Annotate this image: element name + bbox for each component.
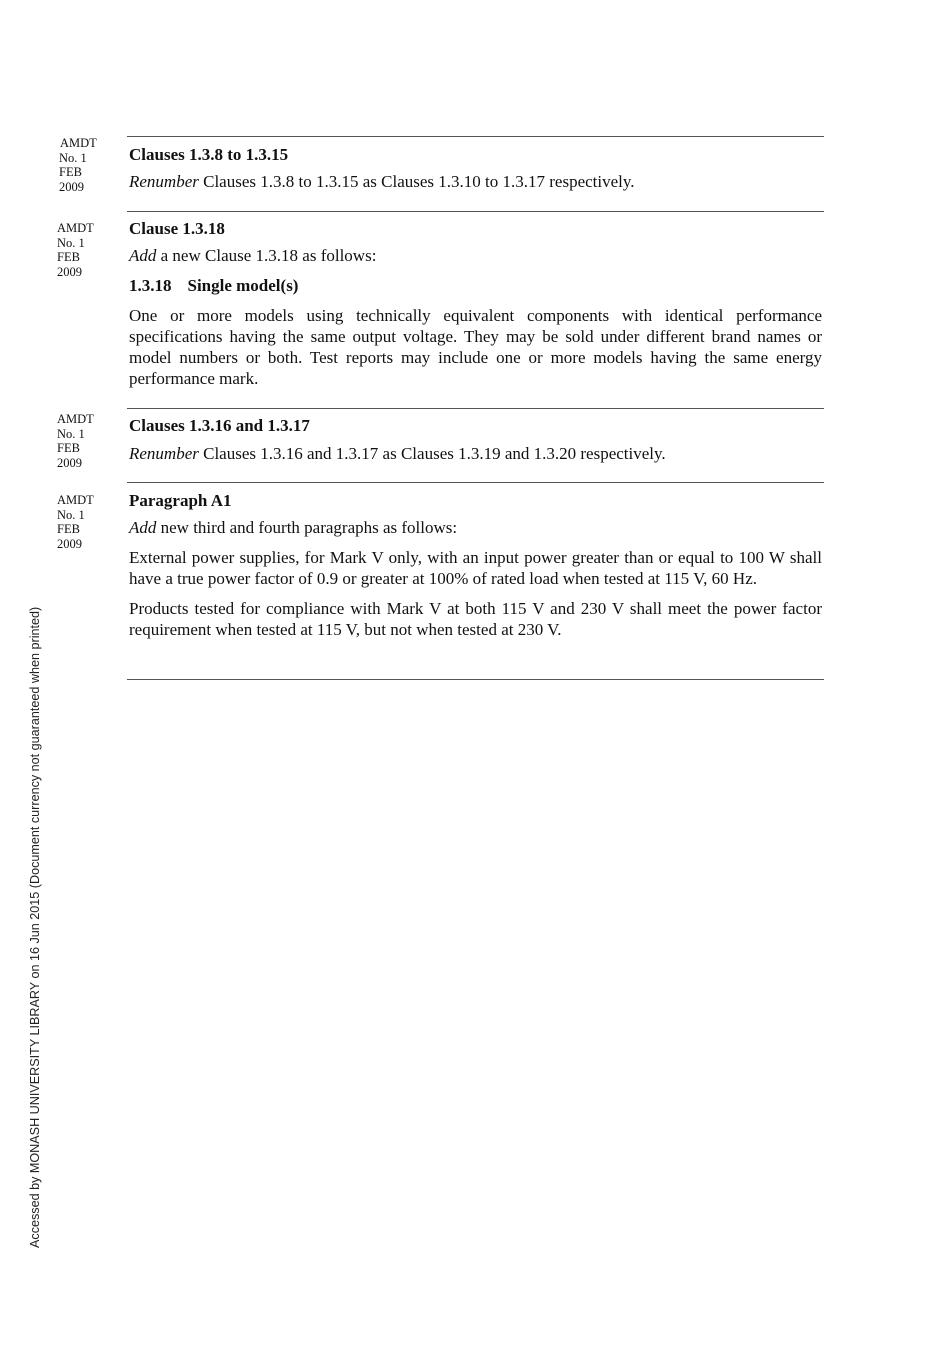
- section-instruction: [129, 443, 822, 464]
- amendment-month: FEB: [57, 250, 80, 264]
- amendment-number: No. 1: [57, 235, 85, 250]
- amendment-label: AMDT: [57, 221, 94, 235]
- instruction-text: Clauses 1.3.8 to 1.3.15 as Clauses 1.3.10 to 1.3.17 respectively.: [198, 172, 635, 191]
- amendment-year: 2009: [57, 264, 82, 279]
- section-heading: Paragraph A1: [129, 491, 232, 510]
- amendment-month: FEB: [57, 441, 80, 455]
- section-divider: [127, 211, 824, 212]
- section-instruction: [129, 517, 822, 538]
- section-heading: Clause 1.3.18: [129, 219, 225, 238]
- section-clause-1-3-18: [129, 218, 822, 389]
- new-paragraph-fourth: Products tested for compliance with Mark V at both 115 V and 230 V shall meet the power factor requirement when tested at 115 V, but not when tested at 230 V.: [129, 599, 822, 639]
- section-clauses-1-3-8: [129, 144, 822, 192]
- amendment-month: FEB: [59, 165, 82, 179]
- amendment-month: FEB: [57, 522, 80, 536]
- instruction-text: new third and fourth paragraphs as follows:: [156, 518, 458, 537]
- amendment-number: No. 1: [57, 507, 85, 522]
- section-instruction: [129, 245, 822, 266]
- amendment-year: 2009: [57, 536, 82, 551]
- instruction-verb: Add: [129, 246, 157, 265]
- amendment-label: AMDT: [57, 493, 94, 507]
- amendment-margin-note: [57, 136, 113, 194]
- amendment-year: 2009: [59, 179, 84, 194]
- clause-number: 1.3.18: [129, 276, 172, 295]
- amendment-number: No. 1: [59, 150, 87, 165]
- section-heading: Clauses 1.3.16 and 1.3.17: [129, 416, 310, 435]
- amendment-margin-note: [57, 221, 113, 279]
- amendment-margin-note: [57, 412, 113, 470]
- clause-sub-heading: [129, 275, 822, 296]
- section-paragraph-a1: [129, 490, 822, 640]
- section-clauses-1-3-16: [129, 415, 822, 464]
- amendment-margin-note: [57, 493, 113, 551]
- section-divider: [127, 408, 824, 409]
- amendment-label: AMDT: [60, 136, 97, 150]
- section-divider: [127, 482, 824, 483]
- section-heading: Clauses 1.3.8 to 1.3.15: [129, 145, 289, 164]
- definition-paragraph: One or more models using technically equivalent components with identical performance specifications having the same output voltage. They may be sold under different brand names or model numbers or both. Test reports may include one or more models having the same energy performance mark.: [129, 306, 822, 388]
- amendment-number: No. 1: [57, 426, 85, 441]
- section-divider: [127, 679, 824, 680]
- instruction-text: Clauses 1.3.16 and 1.3.17 as Clauses 1.3.19 and 1.3.20 respectively.: [198, 444, 666, 463]
- instruction-verb: Add: [129, 518, 157, 537]
- amendment-year: 2009: [57, 455, 82, 470]
- instruction-verb: Renumber: [129, 444, 199, 463]
- instruction-text: a new Clause 1.3.18 as follows:: [156, 246, 377, 265]
- instruction-verb: Renumber: [129, 172, 199, 191]
- section-divider: [127, 136, 824, 137]
- clause-title: Single model(s): [187, 276, 299, 295]
- amendment-label: AMDT: [57, 412, 94, 426]
- access-stamp: Accessed by MONASH UNIVERSITY LIBRARY on 16 Jun 2015 (Document currency not guaranteed when printed): [28, 606, 42, 1248]
- new-paragraph-third: External power supplies, for Mark V only, with an input power greater than or equal to 100 W shall have a true power factor of 0.9 or greater at 100% of rated load when tested at 115 V, 60 Hz.: [129, 548, 822, 588]
- section-instruction: [129, 171, 822, 192]
